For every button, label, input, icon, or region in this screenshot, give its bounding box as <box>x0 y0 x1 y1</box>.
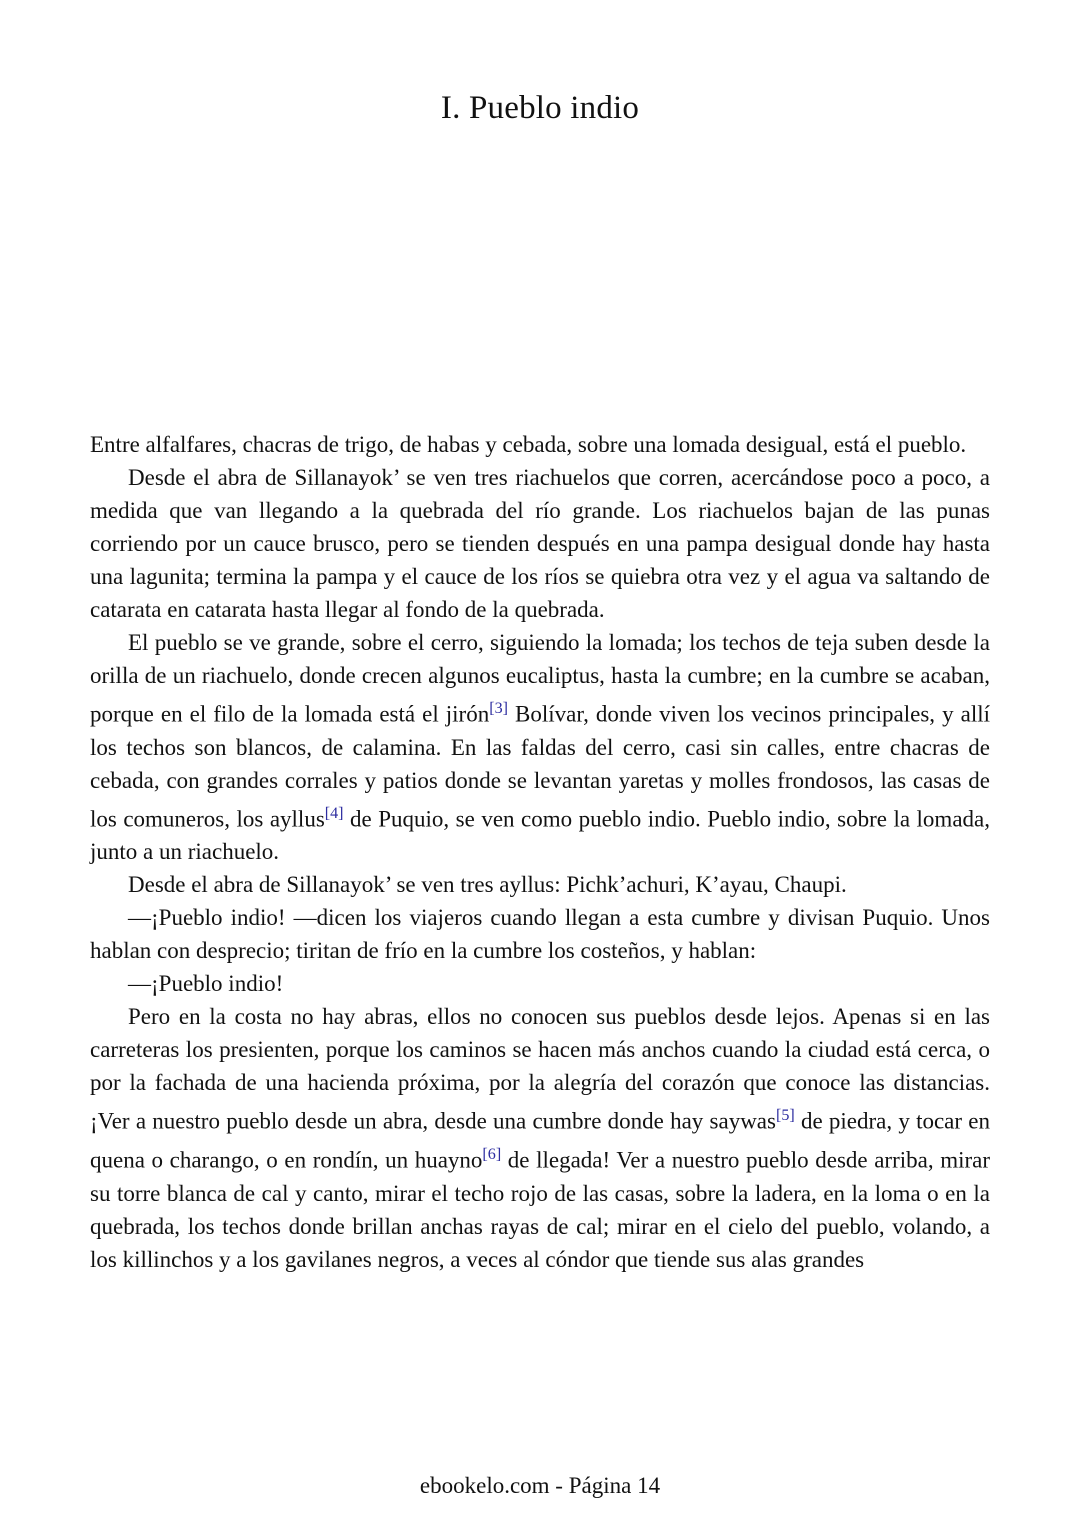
chapter-title: I. Pueblo indio <box>440 90 640 126</box>
paragraph <box>90 868 990 901</box>
footnote-ref-5[interactable]: [5] <box>775 1107 795 1125</box>
footnote-ref-3[interactable]: [3] <box>489 700 508 717</box>
paragraph <box>90 901 990 967</box>
text-run: —¡Pueblo indio! <box>128 971 284 997</box>
paragraph <box>90 626 990 868</box>
text-run: Entre alfalfares, chacras de trigo, de habas y cebada, sobre una lomada desigual, está el pueblo. <box>90 432 967 457</box>
paragraph <box>90 1000 990 1275</box>
text-run: El pueblo se ve grande, sobre el cerro, siguiendo la lomada; los techos de teja suben desde la orilla de un riachuelo, donde crecen algunos eucaliptus, hasta la cumbre; en la cumbre se acaban, porque en el filo de la lomada está el jirón <box>90 630 990 727</box>
text-run: de llegada! Ver a nuestro pueblo desde arriba, mirar su torre blanca de cal y canto, mirar el techo rojo de las casas, sobre la ladera, en la loma o en la quebrada, los techos donde brillan anchas rayas de cal; mirar en el cielo del pueblo, volando, a los killinchos y a los gavilanes negros, a veces al cóndor que tiende sus alas grandes <box>90 1147 990 1272</box>
paragraph <box>90 428 990 461</box>
text-run: de Puquio, se ven como pueblo indio. Pueblo indio, sobre la lomada, junto a un riachuelo. <box>90 806 990 865</box>
chapter-body <box>90 428 990 1276</box>
text-run: Bolívar, donde viven los vecinos principales, y allí los techos son blancos, de calamina. En las faldas del cerro, casi sin calles, entre chacras de cebada, con grandes corrales y patios donde se levantan yaretas y molles frondosos, las casas de los comuneros, los ayllus <box>90 701 991 832</box>
text-run: de piedra, y tocar en quena o charango, o en rondín, un huayno <box>90 1108 990 1173</box>
text-run: Desde el abra de Sillanayok’ se ven tres ayllus: Pichk’achuri, K’ayau, Chaupi. <box>128 872 847 898</box>
paragraph <box>90 967 990 1000</box>
text-run: Pero en la costa no hay abras, ellos no conocen sus pueblos desde lejos. Apenas si en las carreteras los presienten, porque los caminos se hacen más anchos cuando la ciudad está cerca, o por la fachada de una hacienda próxima, por la alegría del corazón que conoce las distancias. ¡Ver a nuestro pueblo desde un abra, desde una cumbre donde hay saywas <box>90 1004 990 1134</box>
text-run: —¡Pueblo indio! —dicen los viajeros cuando llegan a esta cumbre y divisan Puquio. Unos hablan con desprecio; tiritan de frío en la cumbre los costeños, y hablan: <box>90 905 990 964</box>
footnote-ref-6[interactable]: [6] <box>482 1145 502 1163</box>
text-run: Desde el abra de Sillanayok’ se ven tres riachuelos que corren, acercándose poco a poco, a medida que van llegando a la quebrada del río grande. Los riachuelos bajan de las punas corriendo por un cauce brusco, pero se tienden después en una pampa desigual donde hay hasta una lagunita; termina la pampa y el cauce de los ríos se quiebra otra vez y el agua va saltando de catarata en catarata hasta llegar al fondo de la quebrada. <box>90 465 990 622</box>
page-footer: ebookelo.com - Página 14 <box>419 1473 661 1498</box>
footnote-ref-4[interactable]: [4] <box>324 804 344 822</box>
paragraph <box>90 461 990 626</box>
